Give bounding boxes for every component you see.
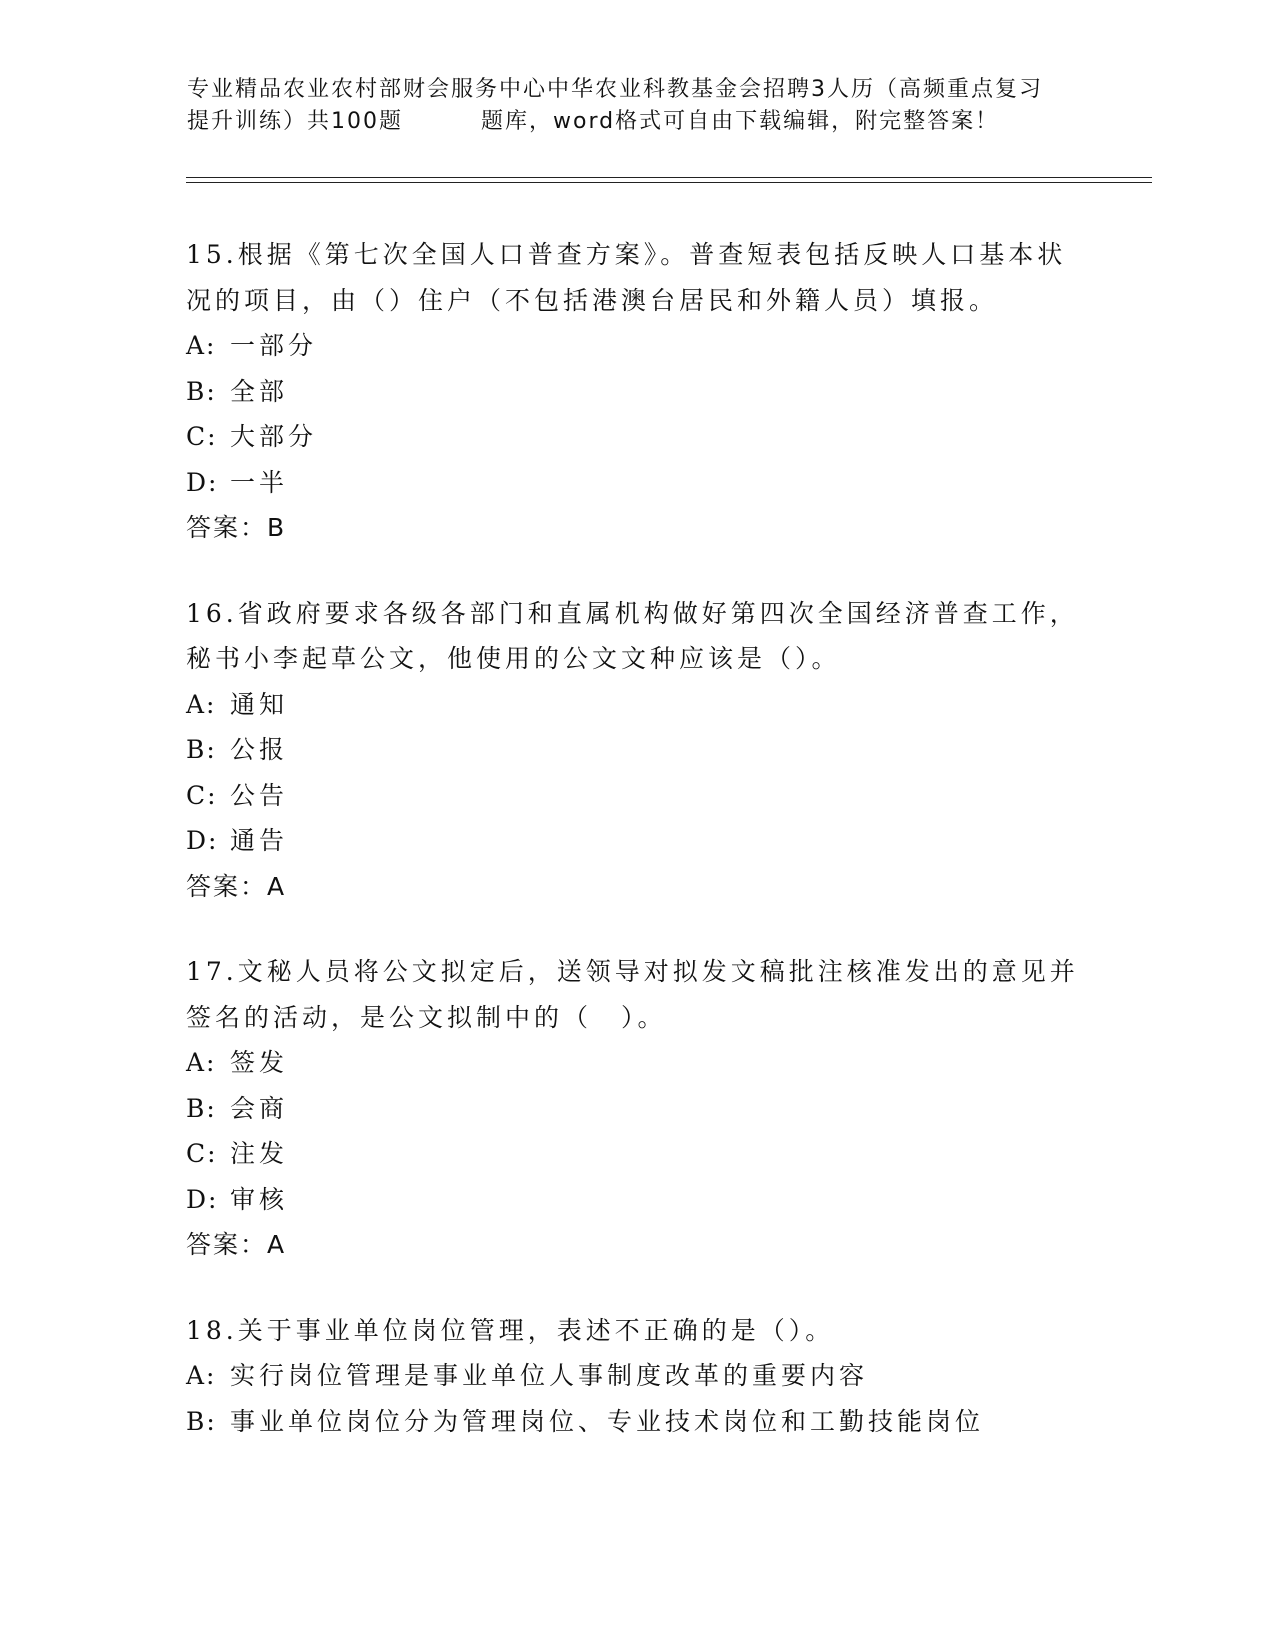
question-stem-line: 15.根据《第七次全国人口普查方案》。普查短表包括反映人口基本状 [186,240,1067,269]
question-stem-line: 18.关于事业单位岗位管理，表述不正确的是（）。 [186,1315,835,1345]
document-header [187,74,1087,138]
option-b [186,1399,1146,1445]
header-divider-bottom [186,182,1152,183]
option-text: 一部分 [230,331,318,360]
option-b [186,1086,1146,1132]
question-15 [186,232,1146,551]
option-d [186,460,1146,506]
header-line-2-right: 题库，word格式可自由下载编辑，附完整答案！ [481,109,1000,134]
answer-line: 答案：A [186,871,287,901]
option-text: 会商 [230,1093,289,1123]
answer-line: 答案：A [186,1230,287,1259]
question-18 [186,1308,1146,1445]
header-line-2-left: 提升训练）共100题 [187,109,403,134]
option-text: 全部 [230,376,289,406]
option-letter: A: [186,1361,217,1390]
option-letter: D: [186,467,219,497]
option-c [186,1131,1146,1177]
question-stem-line: 17.文秘人员将公文拟定后，送领导对拟发文稿批注核准发出的意见并 [186,957,1079,986]
option-text: 审核 [230,1184,289,1214]
question-17 [186,949,1146,1268]
question-stem-line: 签名的活动，是公文拟制中的（ ）。 [186,1002,667,1032]
option-b [186,727,1146,773]
option-c [186,773,1146,819]
option-c [186,414,1146,460]
question-stem-line: 秘书小李起草公文，他使用的公文文种应该是（）。 [186,644,841,673]
option-text: 一半 [230,467,289,497]
option-letter: D: [186,826,219,855]
option-a [186,682,1146,728]
option-letter: B: [186,1093,217,1123]
option-letter: A: [186,1048,217,1077]
option-d [186,1177,1146,1223]
question-stem-line: 况的项目，由（）住户（不包括港澳台居民和外籍人员）填报。 [186,285,999,315]
option-letter: B: [186,1406,217,1436]
option-letter: A: [186,331,217,360]
answer-line: 答案：B [186,513,287,542]
option-a [186,1353,1146,1399]
option-text: 实行岗位管理是事业单位人事制度改革的重要内容 [230,1361,869,1390]
option-text: 注发 [230,1139,289,1168]
option-letter: A: [186,689,217,719]
header-line-2 [187,106,1087,138]
option-letter: B: [186,376,217,406]
option-d [186,818,1146,864]
option-letter: B: [186,735,217,764]
option-text: 通告 [230,826,289,855]
option-letter: C: [186,422,218,451]
option-letter: D: [186,1184,219,1214]
header-line-1: 专业精品农业农村部财会服务中心中华农业科教基金会招聘3人历（高频重点复习 [187,77,1043,102]
option-text: 签发 [230,1048,289,1077]
option-text: 公告 [230,780,289,810]
question-list [186,232,1146,1484]
header-gap [403,106,481,138]
header-divider-top [186,177,1152,178]
option-letter: C: [186,1139,218,1168]
option-b [186,369,1146,415]
option-a [186,1040,1146,1086]
option-text: 通知 [230,689,289,719]
question-16 [186,591,1146,910]
option-text: 大部分 [230,422,318,451]
option-text: 事业单位岗位分为管理岗位、专业技术岗位和工勤技能岗位 [230,1406,985,1436]
option-text: 公报 [230,735,289,764]
option-letter: C: [186,780,218,810]
option-a [186,323,1146,369]
question-stem-line: 16.省政府要求各级各部门和直属机构做好第四次全国经济普查工作， [186,598,1079,628]
